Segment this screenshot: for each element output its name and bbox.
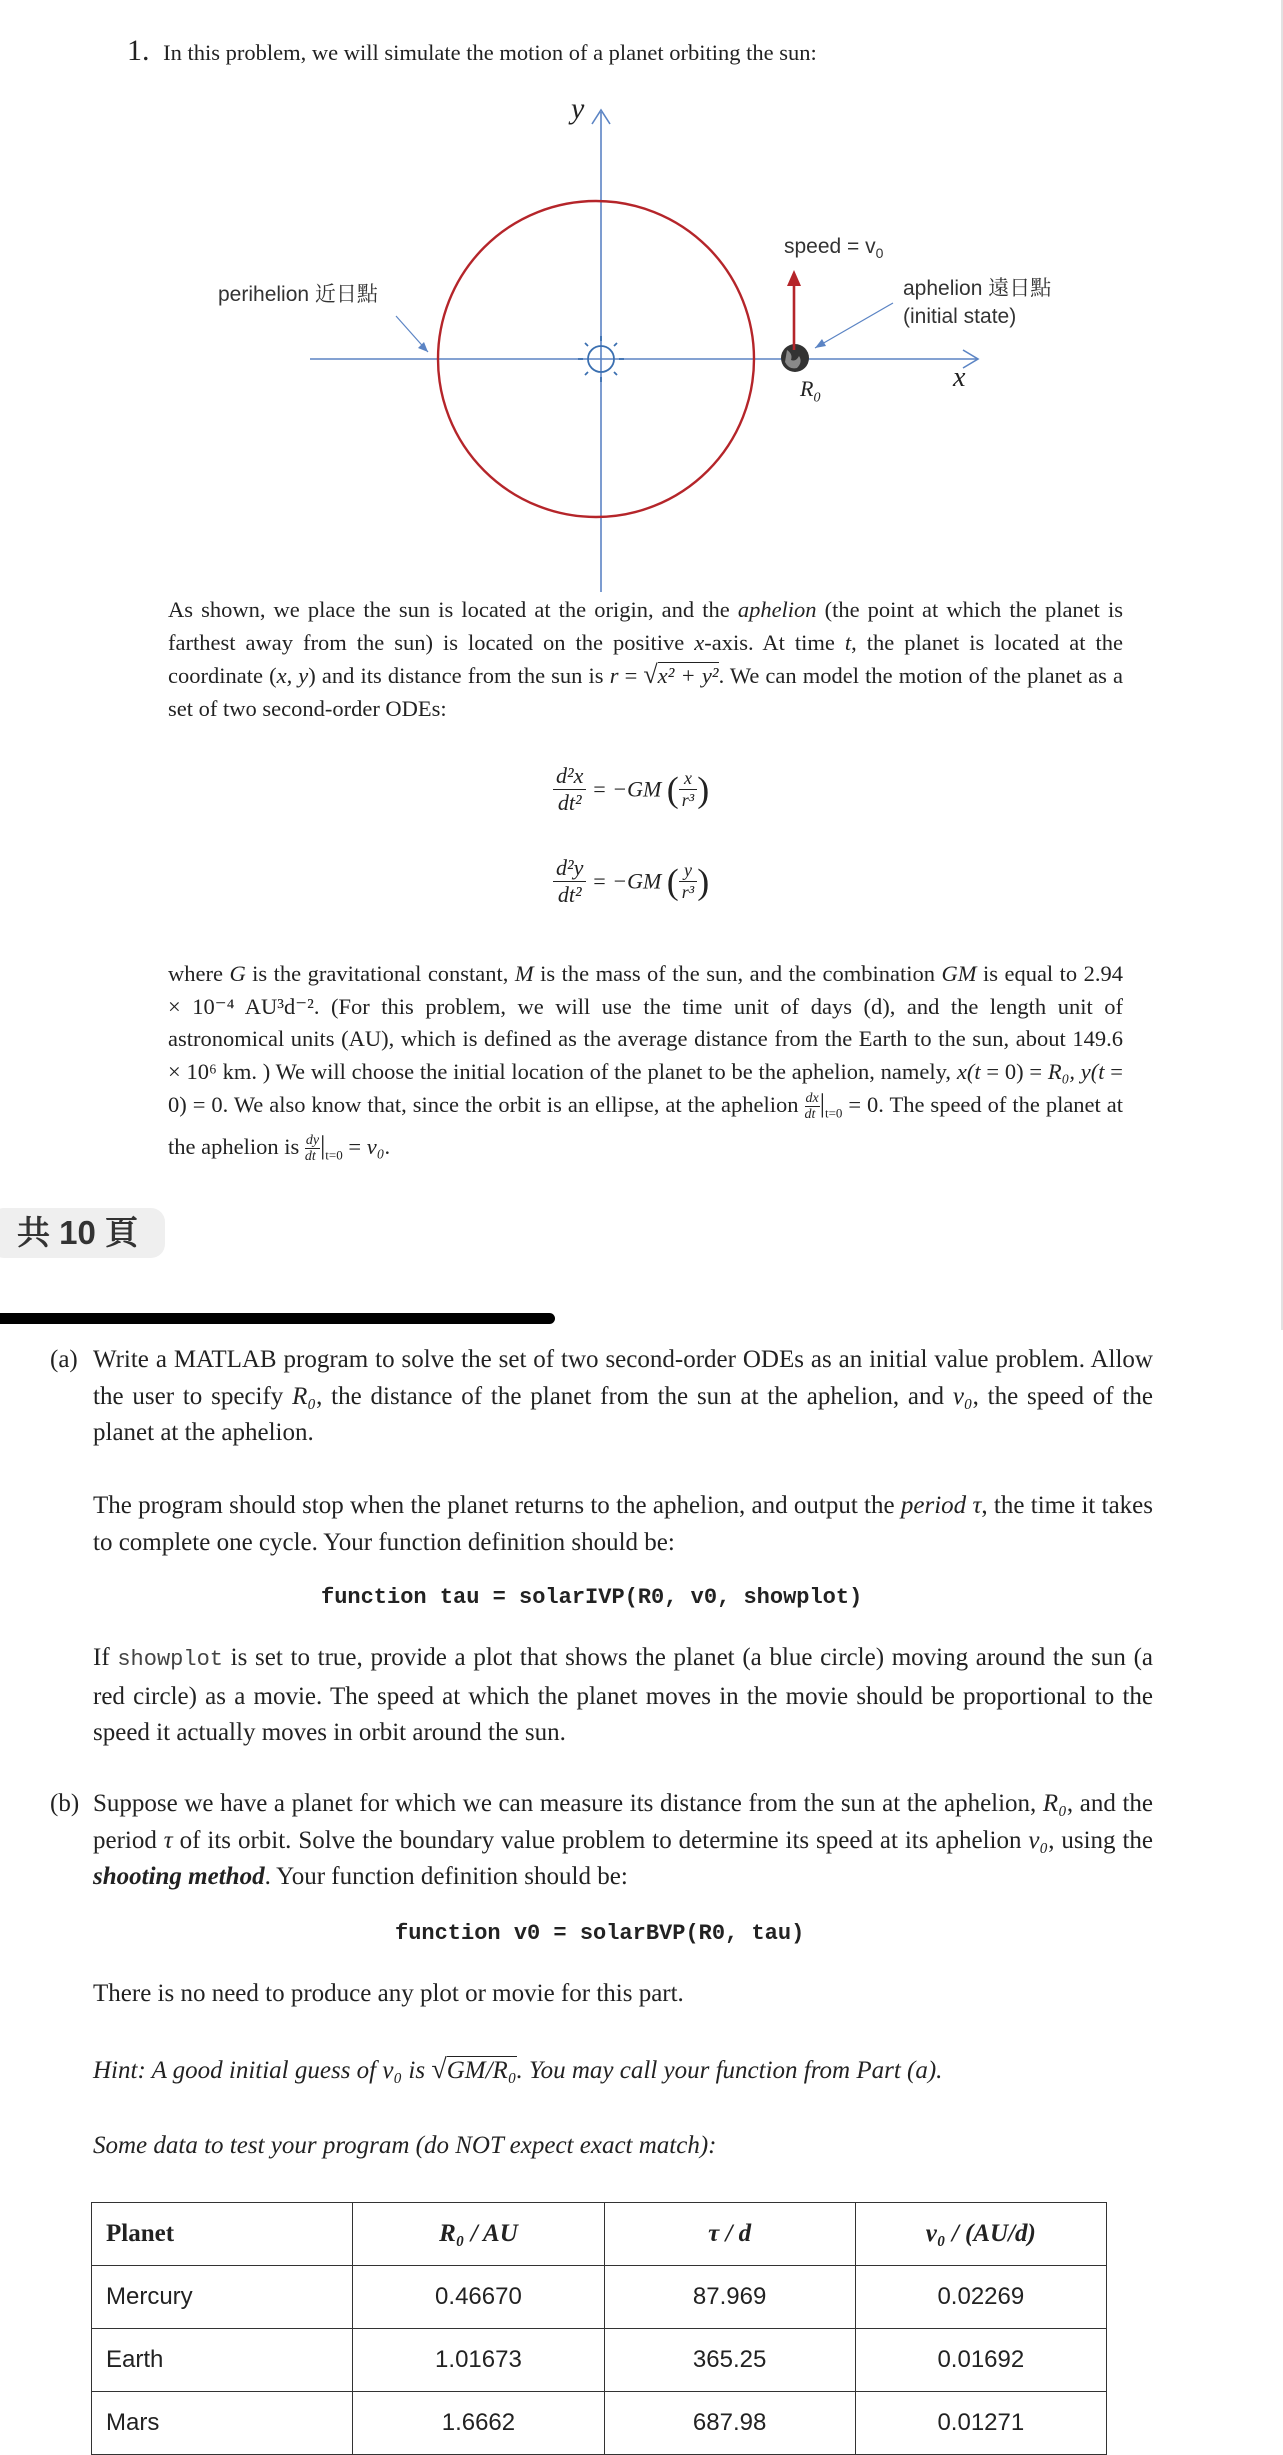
cell-planet: Mercury (92, 2266, 353, 2329)
aphelion-pointer (815, 303, 893, 348)
equation-2: $\frac{\text{d²y}}{\text{dt²}}$ = −GM ( $\frac{y}{\text{r³}}$ ) (553, 855, 709, 908)
table-row (92, 2329, 1107, 2392)
cell-v0: 0.01692 (855, 2329, 1106, 2392)
cell-tau: 687.98 (604, 2392, 855, 2455)
part-a-paragraph-3: If showplot is set to true, provide a plot that shows the planet (a blue circle) moving around the sun (a red circle) as a movie. The speed at which the planet moves in the movie should be proportional to the speed it actually moves in orbit around the sun. (93, 1644, 1153, 1746)
table-header-row (92, 2203, 1107, 2266)
aphelion-pointer-head (815, 339, 826, 348)
cell-r0: 1.6662 (353, 2392, 604, 2455)
header-tau: τ / d (604, 2203, 855, 2266)
perihelion-label: perihelion 近日點 (218, 283, 378, 306)
test-data-table (91, 2202, 1107, 2455)
cell-v0: 0.01271 (855, 2392, 1106, 2455)
part-a-function-signature: function tau = solarIVP(R0, v0, showplot) (321, 1585, 863, 1610)
cell-tau: 87.969 (604, 2266, 855, 2329)
cell-v0: 0.02269 (855, 2266, 1106, 2329)
sqrt-sign: √ (643, 660, 658, 689)
test-data-intro: Some data to test your program (do NOT expect exact match): (93, 2132, 717, 2159)
velocity-arrow-head (787, 270, 801, 286)
orbit-figure (0, 0, 1283, 600)
part-a-paragraph-2: The program should stop when the planet returns to the aphelion, and output the period τ, the time it takes to complete one cycle. Your function definition should be: (93, 1492, 1153, 1556)
part-b-label: (b) (50, 1790, 80, 1817)
part-b-paragraph-2: There is no need to produce any plot or movie for this part. (93, 1980, 684, 2007)
y-axis-label: y (571, 92, 585, 125)
r0-label: $R_0$ (800, 376, 821, 406)
aphelion-label: aphelion 遠日點 (initial state) (903, 277, 1052, 328)
problem-number: 1. (127, 34, 150, 67)
intro-paragraph: As shown, we place the sun is located at the origin, and the aphelion (the point at which the planet is farthest away from the sun) is located on the positive x-axis. At time t, the planet is located at the coordinate (x, y) and its distance from the sun is r = √x² + y². We can model the motion of the planet as a set of two second-order ODEs: (168, 597, 1124, 721)
header-planet: Planet (92, 2203, 353, 2266)
cell-r0: 0.46670 (353, 2266, 604, 2329)
page-divider (0, 1313, 555, 1324)
where-paragraph: where G is the gravitational constant, M is the mass of the sun, and the combination GM is equal to 2.94 × 10⁻⁴ AU³d⁻². (For this problem, we will use the time unit of days (d), and the length unit of astronomical units (AU), which is defined as the average distance from the Earth to the sun, about 149.6 × 10⁶ km. ) We will choose the initial location of the planet to be the aphelion, namely, x(t = 0) = R₀, y(t = 0) = 0. We also know that, since the orbit is an ellipse, at the aphelion $\frac{dx}{dt}|_{t=0} = 0$. The speed of the planet at the aphelion is $\frac{dy}{dt}|_{t=0} = v_0$. (168, 961, 1124, 1165)
header-r0: R₀ / AU (353, 2203, 604, 2266)
part-a-label: (a) (50, 1346, 78, 1373)
problem-intro: In this problem, we will simulate the motion of a planet orbiting the sun: (163, 40, 817, 65)
part-b-paragraph-1: Suppose we have a planet for which we can measure its distance from the sun at the aphelion, R₀, and the period τ of its orbit. Solve the boundary value problem to determine its speed at its aphelion v₀, using the shooting method. Your function definition should be: (93, 1790, 1154, 1890)
cell-planet: Earth (92, 2329, 353, 2392)
perihelion-pointer-head (418, 342, 428, 352)
table-row (92, 2266, 1107, 2329)
equation-1: $\frac{\text{d²x}}{\text{dt²}}$ = −GM ( $\frac{x}{\text{r³}}$ ) (553, 763, 709, 816)
speed-label: speed = $v_0$ (784, 235, 884, 262)
cell-tau: 365.25 (604, 2329, 855, 2392)
cell-r0: 1.01673 (353, 2329, 604, 2392)
header-v0: v₀ / (AU/d) (855, 2203, 1106, 2266)
sqrt-sign-hint: √ (431, 2054, 447, 2085)
part-a-paragraph-1: Write a MATLAB program to solve the set of two second-order ODEs as an initial value problem. Allow the user to specify R₀, the distance of the planet from the sun at the aphelion, and v₀, the speed of the planet at the aphelion. (93, 1346, 1153, 1446)
table-row (92, 2392, 1107, 2455)
x-axis-label: x (953, 362, 966, 393)
part-b-hint: Hint: A good initial guess of v₀ is √GM/R₀. You may call your function from Part (a). (93, 2054, 943, 2085)
part-b-function-signature: function v0 = solarBVP(R0, tau) (395, 1921, 805, 1946)
cell-planet: Mars (92, 2392, 353, 2455)
page-count-badge: 共 10 頁 (0, 1208, 165, 1258)
